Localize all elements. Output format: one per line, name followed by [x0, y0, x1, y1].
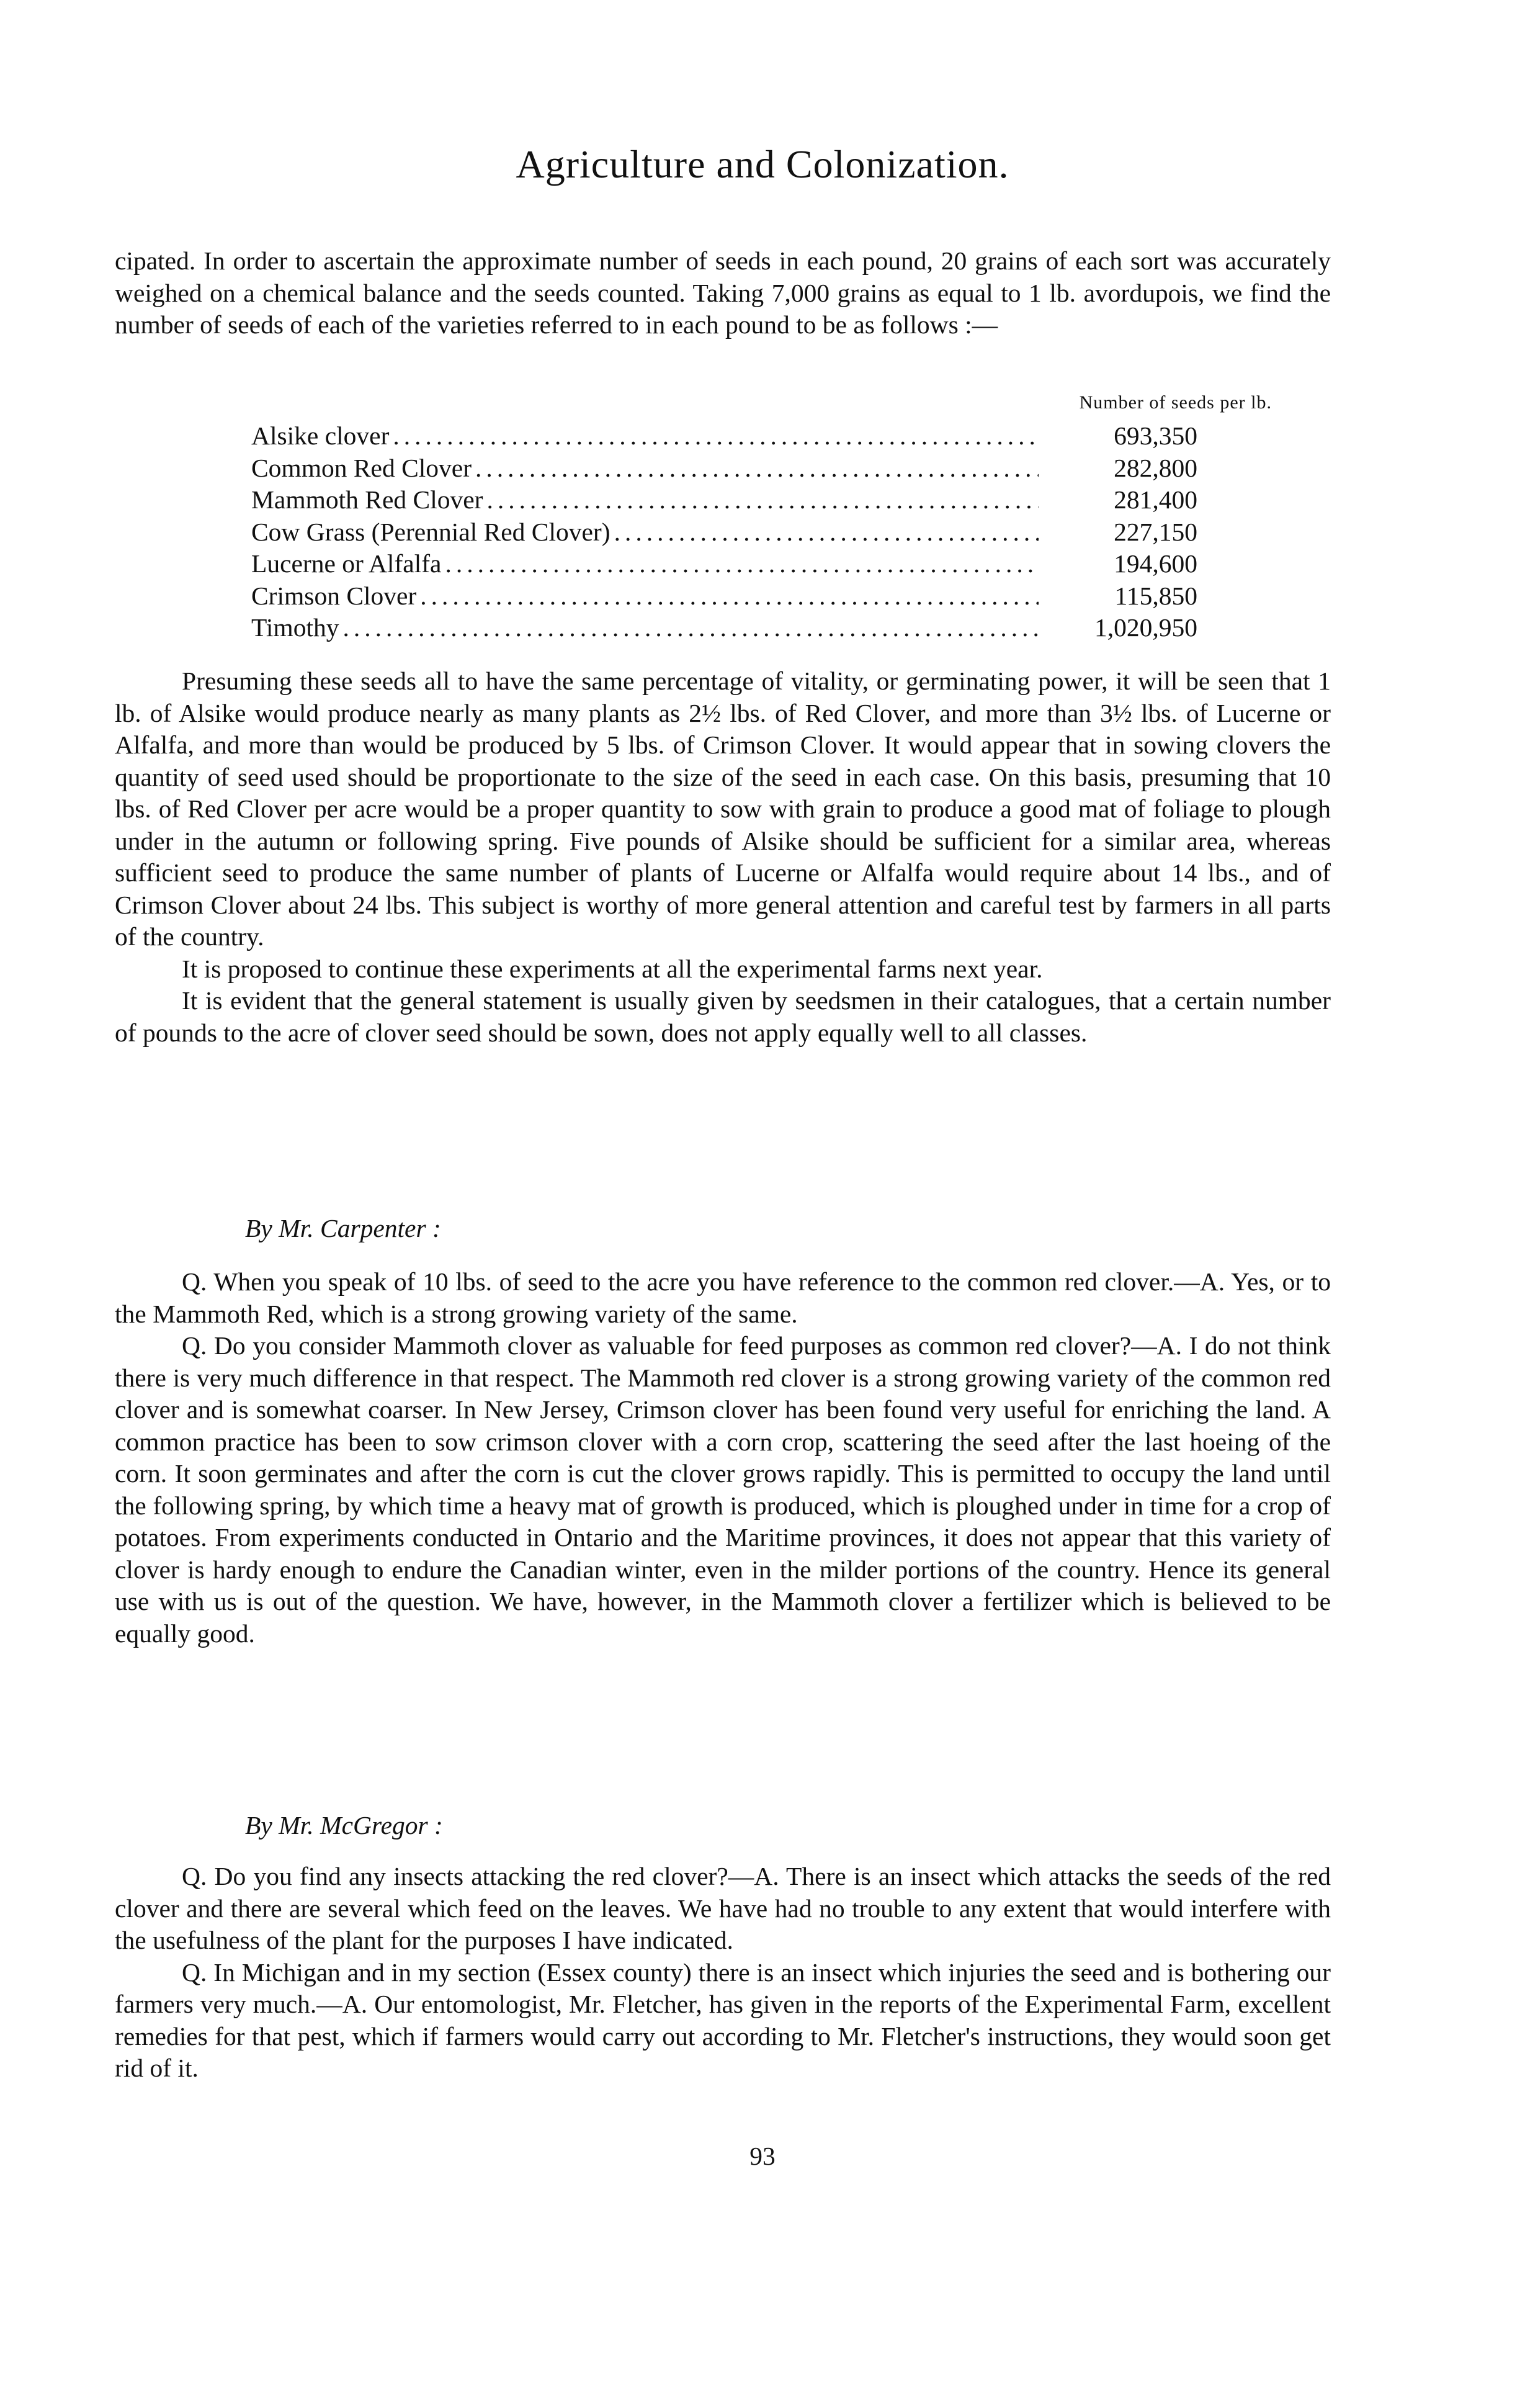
seed-name: Cow Grass (Perennial Red Clover): [251, 517, 610, 546]
discussion-section: [115, 665, 1331, 1049]
seed-name: Crimson Clover: [251, 581, 417, 610]
dot-leader: [475, 452, 1039, 485]
intro-section: [115, 245, 1331, 341]
seed-name: Lucerne or Alfalfa: [251, 549, 442, 578]
table-row: [251, 548, 1197, 580]
seed-name: Common Red Clover: [251, 453, 472, 482]
dot-leader: [342, 612, 1039, 644]
page-number: 93: [749, 2142, 776, 2170]
dot-leader: [393, 420, 1039, 452]
seed-count: 282,800: [1114, 453, 1197, 482]
speaker-byline-carpenter: By Mr. Carpenter :: [245, 1214, 441, 1242]
table-row: [251, 484, 1197, 516]
dot-leader: [614, 516, 1039, 549]
dot-leader: [420, 580, 1039, 613]
seed-count: 115,850: [1114, 581, 1197, 610]
carpenter-qa-section: [115, 1266, 1331, 1650]
seed-name: Timothy: [251, 613, 339, 642]
table-row: [251, 420, 1197, 452]
table-row: [251, 580, 1197, 613]
seed-table: [251, 420, 1197, 644]
dot-leader: [445, 548, 1039, 580]
table-row: [251, 612, 1197, 644]
seed-count: 693,350: [1114, 421, 1197, 450]
seed-name: Mammoth Red Clover: [251, 485, 483, 514]
qa-paragraph: Q. When you speak of 10 lbs. of seed to the acre you have reference to the common red clover.—A. Yes, or to the Mammoth Red, which is a strong growing variety of the same.: [115, 1267, 1331, 1328]
qa-paragraph: Q. Do you consider Mammoth clover as valuable for feed purposes as common red clover?—A. I do not think there is very much difference in that respect. The Mammoth red clover is a strong growing variety of the common red clover and is somewhat coarser. In New Jersey, Crimson clover has been found very useful for enriching the land. A common practice has been to sow crimson clover with a corn crop, scattering the seed after the last hoeing of the corn. It soon germinates and after the corn is cut the clover grows rapidly. This is permitted to occupy the land until the following spring, by which time a heavy mat of growth is produced, which is ploughed under in time for a crop of potatoes. From experiments conducted in Ontario and the Maritime provinces, it does not appear that this variety of clover is hardy enough to endure the Canadian winter, even in the milder portions of the country. Hence its general use with us is out of the question. We have, however, in the Mammoth clover a fertilizer which is believed to be equally good.: [115, 1331, 1331, 1648]
seed-count: 227,150: [1114, 517, 1197, 546]
speaker-byline-mcgregor: By Mr. McGregor :: [245, 1811, 443, 1840]
qa-paragraph: Q. Do you find any insects attacking the red clover?—A. There is an insect which attacks the seeds of the red clover and there are several which feed on the leaves. We have had no trouble to any extent that would interfere with the usefulness of the plant for the purposes I have indicated.: [115, 1862, 1331, 1954]
seed-count: 281,400: [1114, 485, 1197, 514]
seed-table-column-header: Number of seeds per lb.: [1079, 392, 1272, 413]
table-row: [251, 452, 1197, 485]
body-paragraph: It is proposed to continue these experiments at all the experimental farms next year.: [182, 954, 1043, 983]
body-paragraph: Presuming these seeds all to have the same percentage of vitality, or germinating power, it will be seen that 1 lb. of Alsike would produce nearly as many plants as 2½ lbs. of Red Clover, and more than 3½ lbs. of Lucerne or Alfalfa, and more than would be produced by 5 lbs. of Crimson Clover. It would appear that in sowing clovers the quantity of seed used should be proportionate to the size of the seed in each case. On this basis, presuming that 10 lbs. of Red Clover per acre would be a proper quantity to sow with grain to produce a good mat of foliage to plough under in the autumn or following spring. Five pounds of Alsike should be sufficient for a similar area, whereas sufficient seed to produce the same number of plants of Lucerne or Alfalfa would require about 14 lbs., and of Crimson Clover about 24 lbs. This subject is worthy of more general attention and careful test by farmers in all parts of the country.: [115, 667, 1331, 951]
body-paragraph: It is evident that the general statement is usually given by seedsmen in their catalogues, that a certain number of pounds to the acre of clover seed should be sown, does not apply equally well to all classes.: [115, 986, 1331, 1047]
running-header: Agriculture and Colonization.: [516, 142, 1009, 186]
seed-count: 194,600: [1114, 549, 1197, 578]
table-row: [251, 516, 1197, 549]
seed-count: 1,020,950: [1094, 613, 1197, 642]
dot-leader: [486, 484, 1039, 516]
seed-name: Alsike clover: [251, 421, 390, 450]
qa-paragraph: Q. In Michigan and in my section (Essex county) there is an insect which injuries the seed and is bothering our farmers very much.—A. Our entomologist, Mr. Fletcher, has given in the reports of the Experimental Farm, excellent remedies for that pest, which if farmers would carry out according to Mr. Fletcher's instructions, they would soon get rid of it.: [115, 1957, 1331, 2082]
mcgregor-qa-section: [115, 1861, 1331, 2085]
intro-paragraph: cipated. In order to ascertain the approximate number of seeds in each pound, 20 grains of each sort was accurately weighed on a chemical balance and the seeds counted. Taking 7,000 grains as equal to 1 lb. avordupois, we find the number of seeds of each of the varieties referred to in each pound to be as follows :—: [115, 246, 1331, 339]
